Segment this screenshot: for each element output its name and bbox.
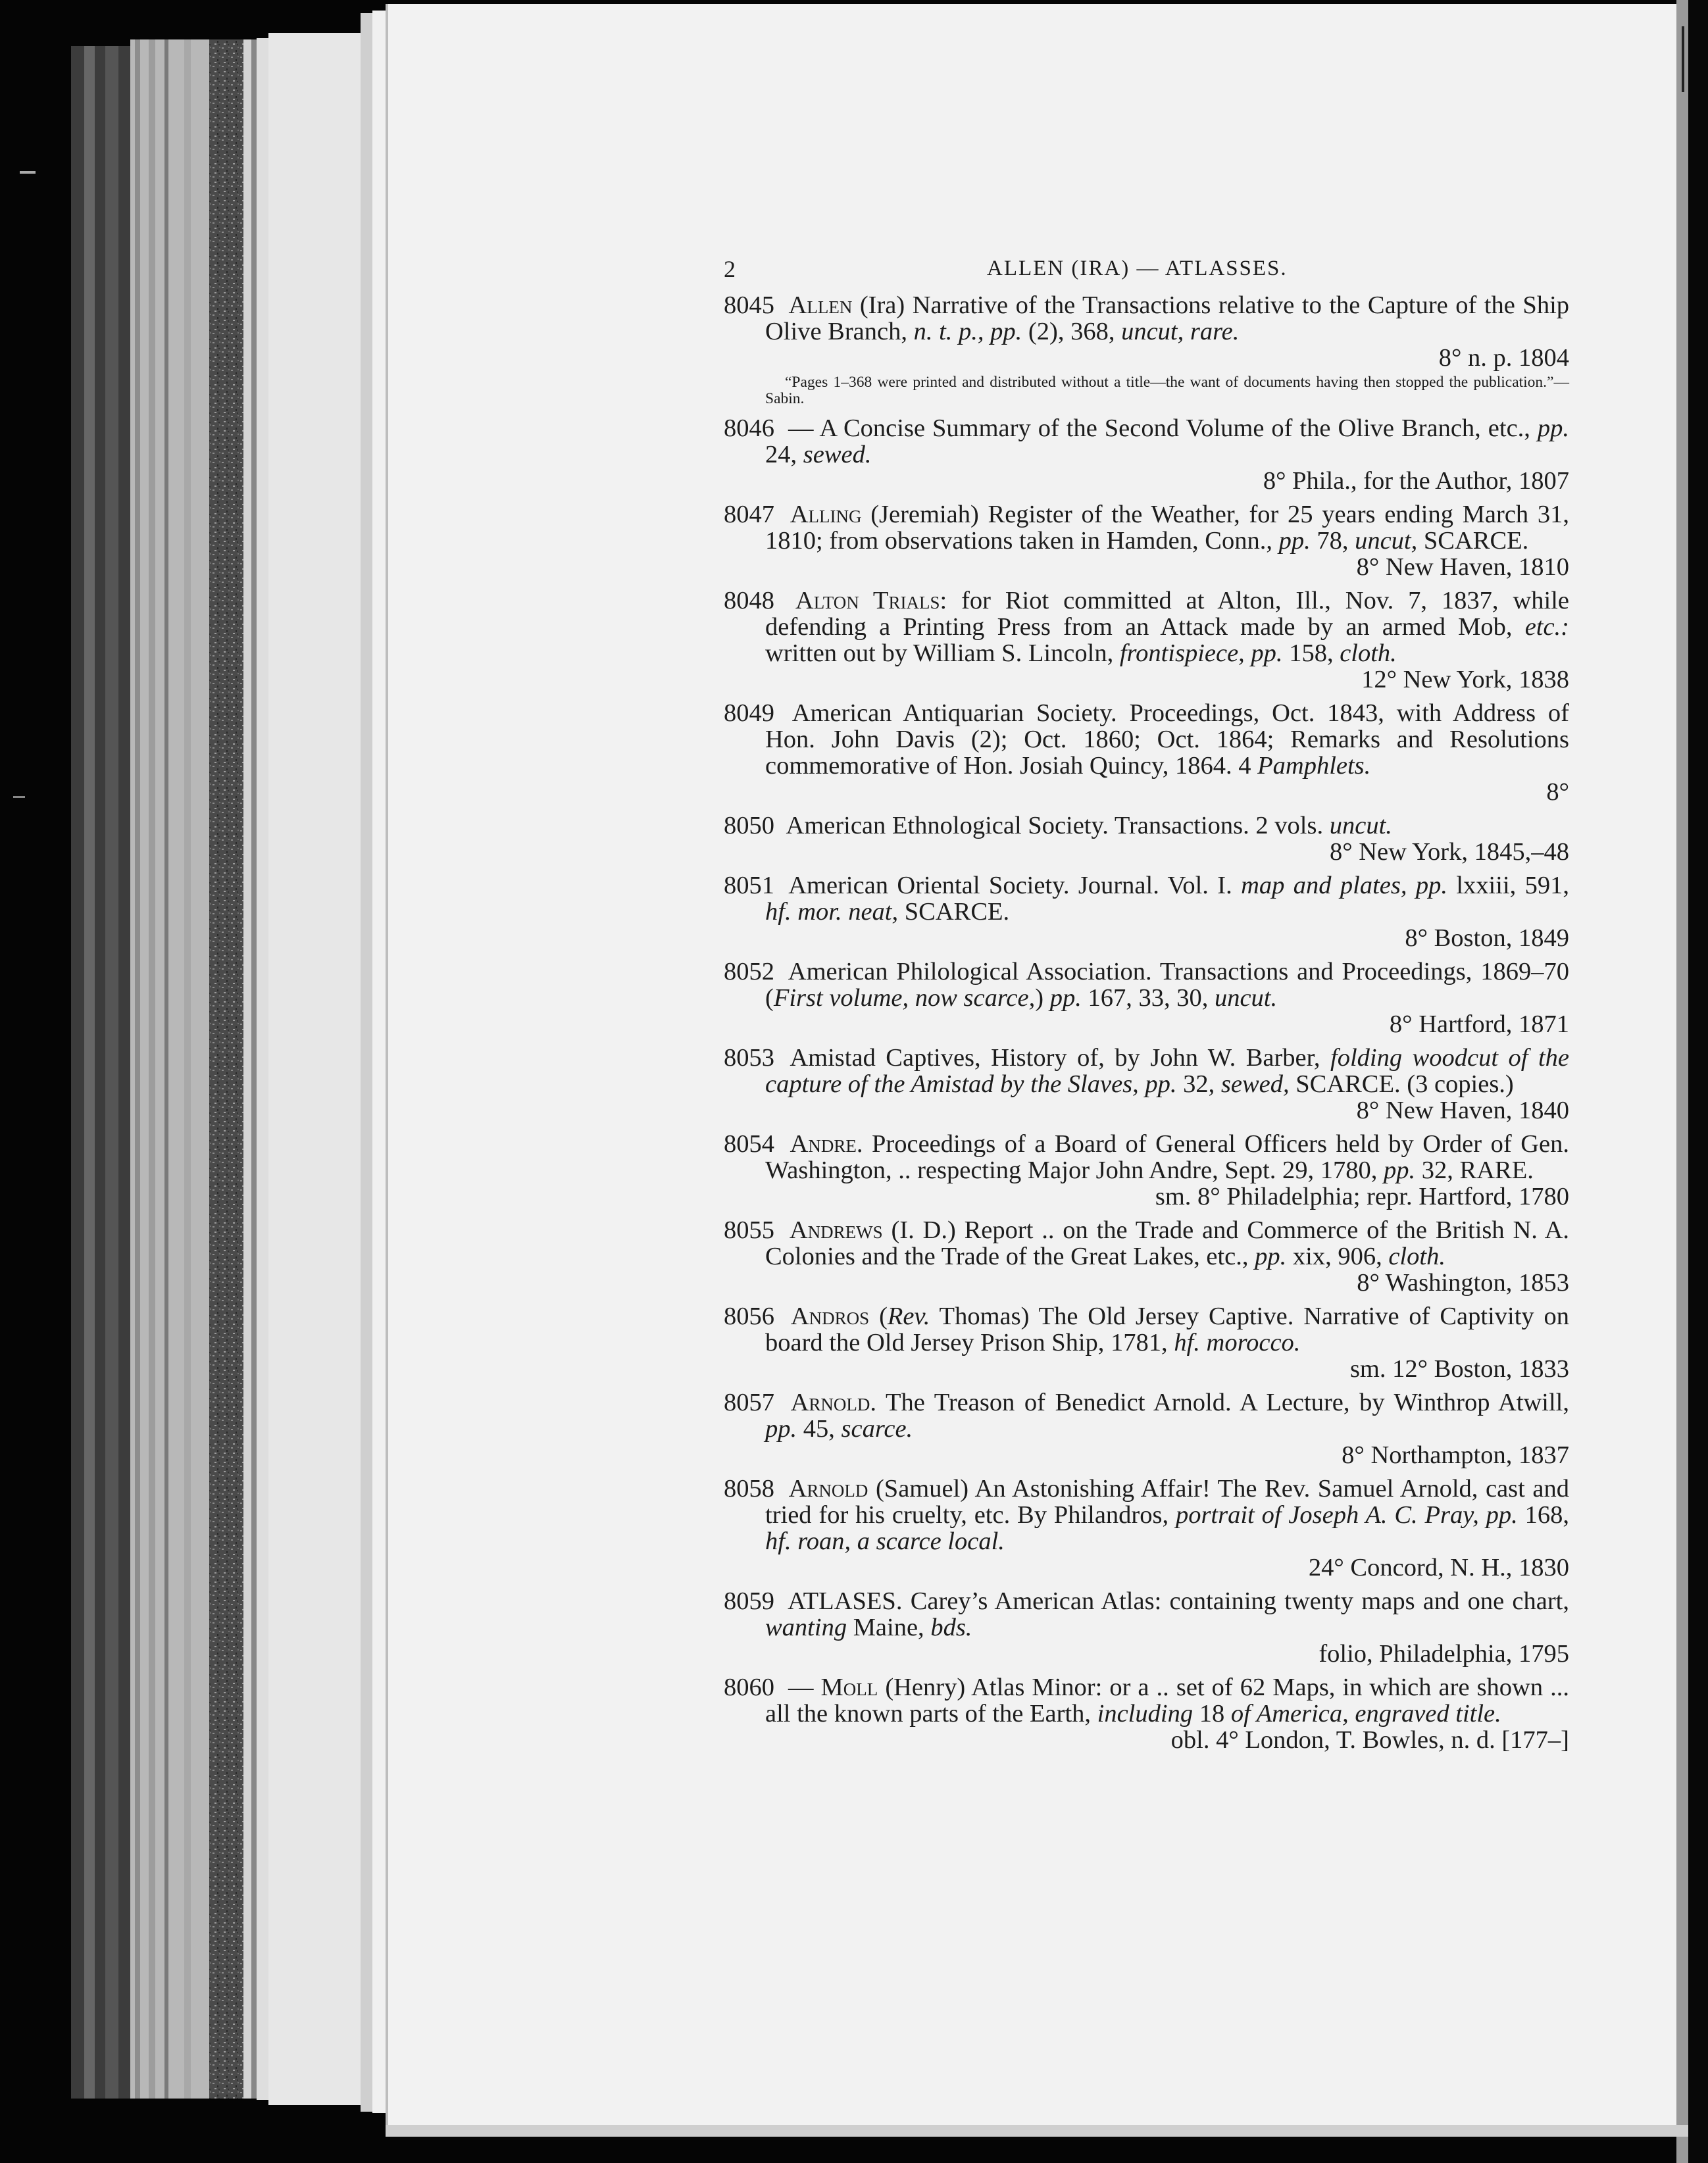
catalog-entry-8045: [724, 292, 1569, 371]
entry-heading: Andrews: [789, 1216, 883, 1244]
entry-imprint: folio, Philadelphia, 1795: [1319, 1640, 1569, 1668]
running-head-title: ALLEN (IRA) — ATLASSES.: [987, 257, 1288, 280]
entry-heading: ATLASES.: [788, 1587, 903, 1615]
entry-italic-2: hf. roan, a scarce local.: [765, 1528, 1005, 1555]
lot-number: 8057: [724, 1389, 774, 1416]
lot-number: 8058: [724, 1475, 774, 1503]
entry-italic-2: sewed,: [1220, 1070, 1290, 1098]
entry-italic-2: bds.: [930, 1614, 972, 1641]
lot-number: 8046: [724, 414, 774, 442]
entry-heading: Arnold: [788, 1475, 868, 1503]
entry-italic: pp.: [1384, 1156, 1416, 1184]
entry-text-2: 45,: [803, 1415, 835, 1443]
entry-text-2: Thomas) The Old Jersey Captive. Narrative of Captivity on board the Old Jersey Prison Ship, 1781,: [765, 1303, 1570, 1356]
entry-text-2: ): [1035, 984, 1044, 1012]
entry-heading: Allen: [788, 291, 853, 319]
catalog-entry-8046: [724, 415, 1569, 494]
entry-text-3: SCARCE. (3 copies.): [1295, 1070, 1514, 1098]
lot-number: 8060: [724, 1674, 774, 1701]
catalog-entry-8055: [724, 1217, 1569, 1296]
entry-heading: Andre.: [790, 1130, 863, 1158]
entry-italic: etc.:: [1524, 613, 1570, 641]
entry-italic: First volume, now scarce,: [773, 984, 1036, 1012]
entry-imprint: 8° Northampton, 1837: [1342, 1441, 1569, 1469]
entry-italic: Rev.: [887, 1303, 930, 1330]
entry-italic-2: sewed.: [803, 441, 872, 468]
entry-text-3: SCARCE.: [904, 898, 1010, 926]
catalog-page: [724, 250, 1569, 1760]
entry-text-2: 18: [1199, 1700, 1225, 1728]
catalog-entry-8059: [724, 1588, 1569, 1667]
entry-imprint: sm. 12° Boston, 1833: [1349, 1355, 1569, 1383]
entry-italic-2: hf. mor. neat,: [765, 898, 899, 926]
entry-italic: uncut.: [1329, 812, 1392, 839]
entry-italic-2: uncut, rare.: [1121, 318, 1240, 345]
entry-imprint: 8° Hartford, 1871: [1389, 1010, 1569, 1038]
entry-text-2: 32,: [1183, 1070, 1215, 1098]
lot-number: 8047: [724, 501, 774, 528]
entry-italic-2: cloth.: [1388, 1243, 1445, 1270]
entry-text: American Oriental Society. Journal. Vol. I.: [788, 872, 1232, 899]
entry-italic: pp.: [1278, 527, 1311, 555]
entry-text: Amistad Captives, History of, by John W. Barber,: [790, 1044, 1320, 1072]
catalog-entry-8060: [724, 1674, 1569, 1753]
entry-imprint: sm. 8° Philadelphia; repr. Hartford, 1780: [1155, 1183, 1569, 1210]
entry-text-2: (2), 368,: [1028, 318, 1115, 345]
entry-italic: pp.: [1255, 1243, 1287, 1270]
entry-imprint: 12° New York, 1838: [1361, 666, 1569, 693]
entry-italic: wanting: [765, 1614, 847, 1641]
entry-heading: Alton Trials:: [795, 587, 947, 614]
entry-text: (Ira) Narrative of the Transactions relative to the Capture of the Ship Olive Branch,: [765, 291, 1570, 345]
entry-heading: — Moll: [788, 1674, 878, 1701]
entry-text: (Jeremiah) Register of the Weather, for 25 years ending March 31, 1810; from observations taken in Hamden, Conn.,: [765, 501, 1570, 555]
entry-text: The Treason of Benedict Arnold. A Lecture, by Winthrop Atwill,: [885, 1389, 1569, 1416]
entry-imprint: 24° Concord, N. H., 1830: [1308, 1554, 1569, 1581]
entry-imprint: obl. 4° London, T. Bowles, n. d. [177–]: [1170, 1726, 1569, 1754]
entry-imprint: 8° Washington, 1853: [1357, 1269, 1569, 1297]
entry-italic: map and plates, pp.: [1241, 872, 1447, 899]
entry-italic: including: [1097, 1700, 1193, 1728]
entry-text-2: 168,: [1524, 1501, 1569, 1529]
entry-text: (Samuel) An Astonishing Affair! The Rev. Samuel Arnold, cast and tried for his cruelty, etc. By Philandros,: [765, 1475, 1570, 1529]
entry-text: American Ethnological Society. Transactions. 2 vols.: [786, 812, 1324, 839]
entry-text: (Henry) Atlas Minor: or a .. set of 62 Maps, in which are shown ... all the known parts of the Earth,: [765, 1674, 1570, 1728]
lot-number: 8045: [724, 291, 774, 319]
entry-text-2: 32, RARE.: [1421, 1156, 1534, 1184]
entry-italic-2: uncut,: [1355, 527, 1418, 555]
entry-italic: portrait of Joseph A. C. Pray, pp.: [1175, 1501, 1518, 1529]
page-number: 2: [724, 256, 736, 282]
entry-text-2: 78,: [1317, 527, 1349, 555]
entry-heading: Arnold.: [790, 1389, 877, 1416]
running-head: [724, 250, 1569, 292]
entry-imprint: 8° Boston, 1849: [1405, 924, 1569, 952]
lot-number: 8056: [724, 1303, 774, 1330]
entry-text-3: 167, 33, 30,: [1088, 984, 1209, 1012]
entry-italic-2: hf. morocco.: [1174, 1329, 1301, 1356]
entry-imprint: 8° New York, 1845,–48: [1329, 838, 1569, 866]
lot-number: 8048: [724, 587, 774, 614]
lot-number: 8054: [724, 1130, 774, 1158]
lot-number: 8051: [724, 872, 774, 899]
entry-text-3: 158,: [1289, 639, 1334, 667]
entry-imprint: 8° New Haven, 1810: [1356, 553, 1569, 581]
lot-number: 8055: [724, 1216, 774, 1244]
entry-text: (I. D.) Report .. on the Trade and Commerce of the British N. A. Colonies and the Trade of the Great Lakes, etc.,: [765, 1216, 1570, 1270]
catalog-entry-8058: [724, 1476, 1569, 1581]
page-stack-edges: [71, 11, 386, 2113]
entry-italic-2: pp.: [1049, 984, 1082, 1012]
entry-italic-2: of America, engraved title.: [1230, 1700, 1501, 1728]
entry-text: — A Concise Summary of the Second Volume of the Olive Branch, etc.,: [788, 414, 1530, 442]
entry-imprint: 8° n. p. 1804: [1438, 344, 1569, 372]
entry-text-2: written out by William S. Lincoln,: [765, 639, 1114, 667]
entry-heading: Andros: [790, 1303, 870, 1330]
entry-imprint: 8° New Haven, 1840: [1356, 1097, 1569, 1124]
entry-italic: pp.: [1537, 414, 1570, 442]
entry-italic: n. t. p., pp.: [913, 318, 1022, 345]
entry-note: “Pages 1–368 were printed and distributed without a title—the want of documents having then stopped the publication.”—Sabin.: [765, 374, 1569, 407]
entry-heading: Alling: [790, 501, 862, 528]
entry-italic: Pamphlets.: [1257, 752, 1371, 780]
entry-text-3: SCARCE.: [1423, 527, 1529, 555]
entry-text-2: xix, 906,: [1292, 1243, 1382, 1270]
entry-italic: folding woodcut of the capture of the Amistad by the Slaves, pp.: [765, 1044, 1569, 1098]
entry-text: American Antiquarian Society. Proceedings, Oct. 1843, with Address of Hon. John Davis (2); Oct. 1860; Oct. 1864; Remarks and Resolutions commemorative of Hon. Josiah Quincy, 1864. 4: [765, 699, 1569, 780]
entry-imprint: 8°: [1546, 778, 1569, 806]
entry-text: (: [879, 1303, 888, 1330]
entry-italic-3: cloth.: [1340, 639, 1397, 667]
entry-text-2: Maine,: [853, 1614, 924, 1641]
lot-number: 8049: [724, 699, 774, 727]
entry-italic-3: uncut.: [1214, 984, 1278, 1012]
entry-italic-2: scarce.: [841, 1415, 913, 1443]
catalog-entry-8051: [724, 872, 1569, 951]
lot-number: 8050: [724, 812, 774, 839]
catalog-entry-8053: [724, 1045, 1569, 1124]
catalog-entry-8052: [724, 958, 1569, 1037]
entry-italic: pp.: [765, 1415, 797, 1443]
catalog-entry-8054: [724, 1131, 1569, 1210]
entry-text-2: 24,: [765, 441, 797, 468]
catalog-entry-8056: [724, 1303, 1569, 1382]
catalog-entry-8048: [724, 587, 1569, 693]
entry-text-2: lxxiii, 591,: [1456, 872, 1570, 899]
entry-italic-2: frontispiece, pp.: [1119, 639, 1283, 667]
catalog-entry-8047: [724, 501, 1569, 580]
catalog-entry-8050: [724, 812, 1569, 865]
entry-text: Proceedings of a Board of General Officers held by Order of Gen. Washington, .. respecting Major John Andre, Sept. 29, 1780,: [765, 1130, 1569, 1184]
catalog-entry-8049: [724, 700, 1569, 805]
catalog-entry-8057: [724, 1389, 1569, 1468]
entry-text: for Riot committed at Alton, Ill., Nov. 7, 1837, while defending a Printing Press from an Attack made by an armed Mob,: [765, 587, 1569, 641]
entry-imprint: 8° Phila., for the Author, 1807: [1263, 467, 1569, 495]
lot-number: 8053: [724, 1044, 774, 1072]
entry-text: Carey’s American Atlas: containing twenty maps and one chart,: [910, 1587, 1569, 1615]
lot-number: 8052: [724, 958, 774, 985]
lot-number: 8059: [724, 1587, 774, 1615]
entry-text: American Philological Association. Transactions and Proceedings, 1869–70 (: [765, 958, 1569, 1012]
